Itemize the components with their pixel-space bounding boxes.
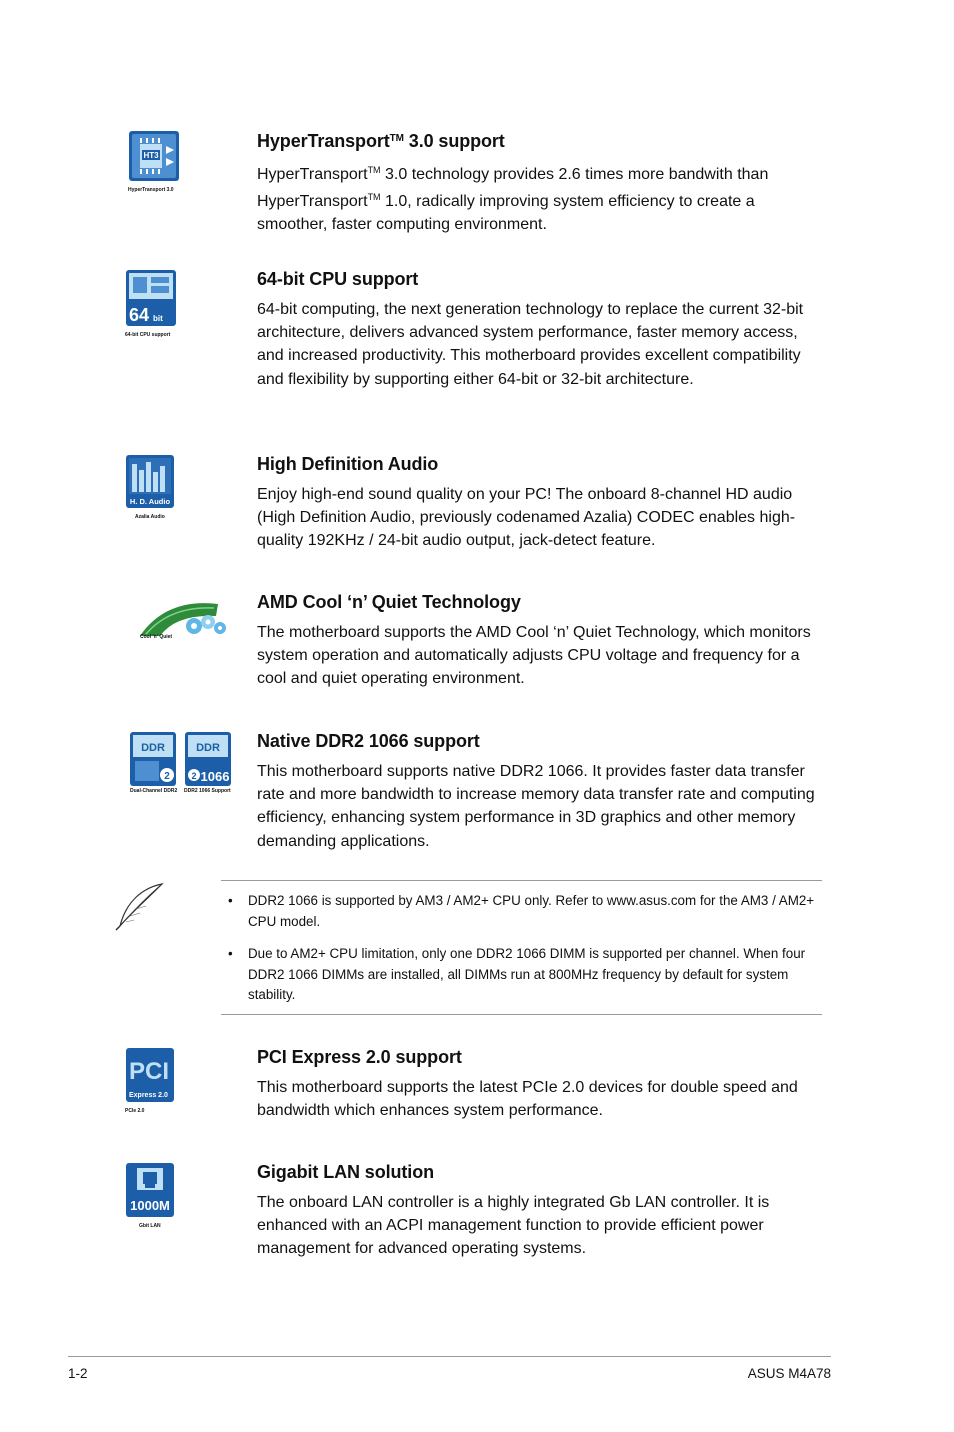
feature-title: Native DDR2 1066 support: [257, 731, 480, 751]
icon-caption: 64-bit CPU support: [125, 332, 171, 338]
quill-note-icon: [112, 882, 166, 932]
hypertransport-icon: [128, 130, 238, 193]
feature-title: High Definition Audio: [257, 454, 439, 474]
svg-text:2: 2: [191, 771, 197, 781]
icon-caption: Azalia Audio: [135, 514, 165, 520]
feature-body: The motherboard supports the AMD Cool ‘n’ Quiet Technology, which monitors system operation and automatically adjusts CPU voltage and frequency for a cool and quiet operating environment.: [257, 624, 811, 688]
svg-text:H. D. Audio: H. D. Audio: [129, 497, 171, 506]
feature-title: HyperTransport™ 3.0 support: [257, 131, 505, 151]
feature-title: Gigabit LAN solution: [257, 1162, 434, 1182]
svg-text:1066: 1066: [200, 769, 230, 784]
svg-text:PCI: PCI: [129, 1058, 170, 1085]
feature-body: This motherboard supports the latest PCIe 2.0 devices for double speed and bandwidth which enhances system performance.: [257, 1079, 798, 1120]
note-box: [221, 880, 822, 1015]
note-item: • Due to AM2+ CPU limitation, only one DDR2 1066 DIMM is supported per channel. When four DDR2 1066 DIMMs are installed, all DIMMs run at 800MHz frequency by default for system stability.: [228, 946, 806, 1002]
product-name: ASUS M4A78: [747, 1366, 831, 1381]
note-item: • DDR2 1066 is supported by AM3 / AM2+ CPU only. Refer to www.asus.com for the AM3 / AM2+ CPU model.: [228, 893, 815, 929]
icon-caption-dual-channel: Dual-Channel DDR2: [130, 788, 178, 794]
svg-text:2: 2: [164, 771, 170, 782]
note-list: [221, 891, 822, 1018]
feature-body: This motherboard supports native DDR2 1066. It provides faster data transfer rate and more bandwidth to increase memory data transfer rate and computing efficiency, enhancing system performance in 3D graphics and other memory demanding applications.: [257, 763, 815, 850]
svg-text:Express 2.0: Express 2.0: [129, 1092, 168, 1099]
feature-body: The onboard LAN controller is a highly integrated Gb LAN controller. It is enhanced with an ACPI management function to provide efficient power management for advanced operating systems.: [257, 1194, 770, 1258]
icon-caption: PCIe 2.0: [125, 1108, 145, 1114]
ht3-badge: HT3: [143, 151, 159, 160]
icon-caption: Cool 'n' Quiet: [140, 634, 173, 640]
feature-title: 64-bit CPU support: [257, 269, 419, 289]
ddr2-icon: [129, 731, 239, 792]
page-number: 1-2: [68, 1366, 88, 1381]
feature-body: HyperTransport™ 3.0 technology provides 2.6 times more bandwith than HyperTransport™ 1.0, radically improving system efficiency to create a smoother, faster computing environment.: [257, 165, 769, 234]
svg-text:bit: bit: [153, 314, 163, 323]
feature-title: AMD Cool ‘n’ Quiet Technology: [257, 592, 521, 612]
footer-divider: [68, 1356, 831, 1357]
feature-body: 64-bit computing, the next generation technology to replace the current 32-bit architecture, delivers advanced system performance, faster memory access, and increased productivity. This motherboard provides excellent compatibility and flexibility by supporting either 64-bit or 32-bit architecture.: [257, 301, 804, 388]
bullet: •: [228, 946, 233, 961]
svg-text:DDR: DDR: [141, 742, 165, 754]
cool-n-quiet-icon: [136, 596, 246, 645]
svg-text:1000M: 1000M: [130, 1198, 170, 1213]
bullet: •: [228, 893, 233, 908]
icon-caption: Gbit LAN: [139, 1223, 161, 1229]
svg-text:64: 64: [129, 305, 150, 325]
icon-caption-ddr2-1066: DDR2 1066 Support: [184, 788, 231, 794]
feature-title: PCI Express 2.0 support: [257, 1047, 462, 1067]
icon-caption: HyperTransport 3.0: [128, 187, 174, 193]
hd-audio-icon: [125, 454, 235, 520]
pci-express-icon: [125, 1047, 235, 1114]
svg-text:DDR: DDR: [196, 742, 220, 754]
gigabit-lan-icon: [125, 1162, 235, 1229]
feature-body: Enjoy high-end sound quality on your PC! The onboard 8-channel HD audio (High Definition Audio, previously codenamed Azalia) CODEC enables high-quality 192KHz / 24-bit audio output, jack-detect feature.: [257, 486, 796, 550]
cpu-64bit-icon: [125, 269, 235, 338]
